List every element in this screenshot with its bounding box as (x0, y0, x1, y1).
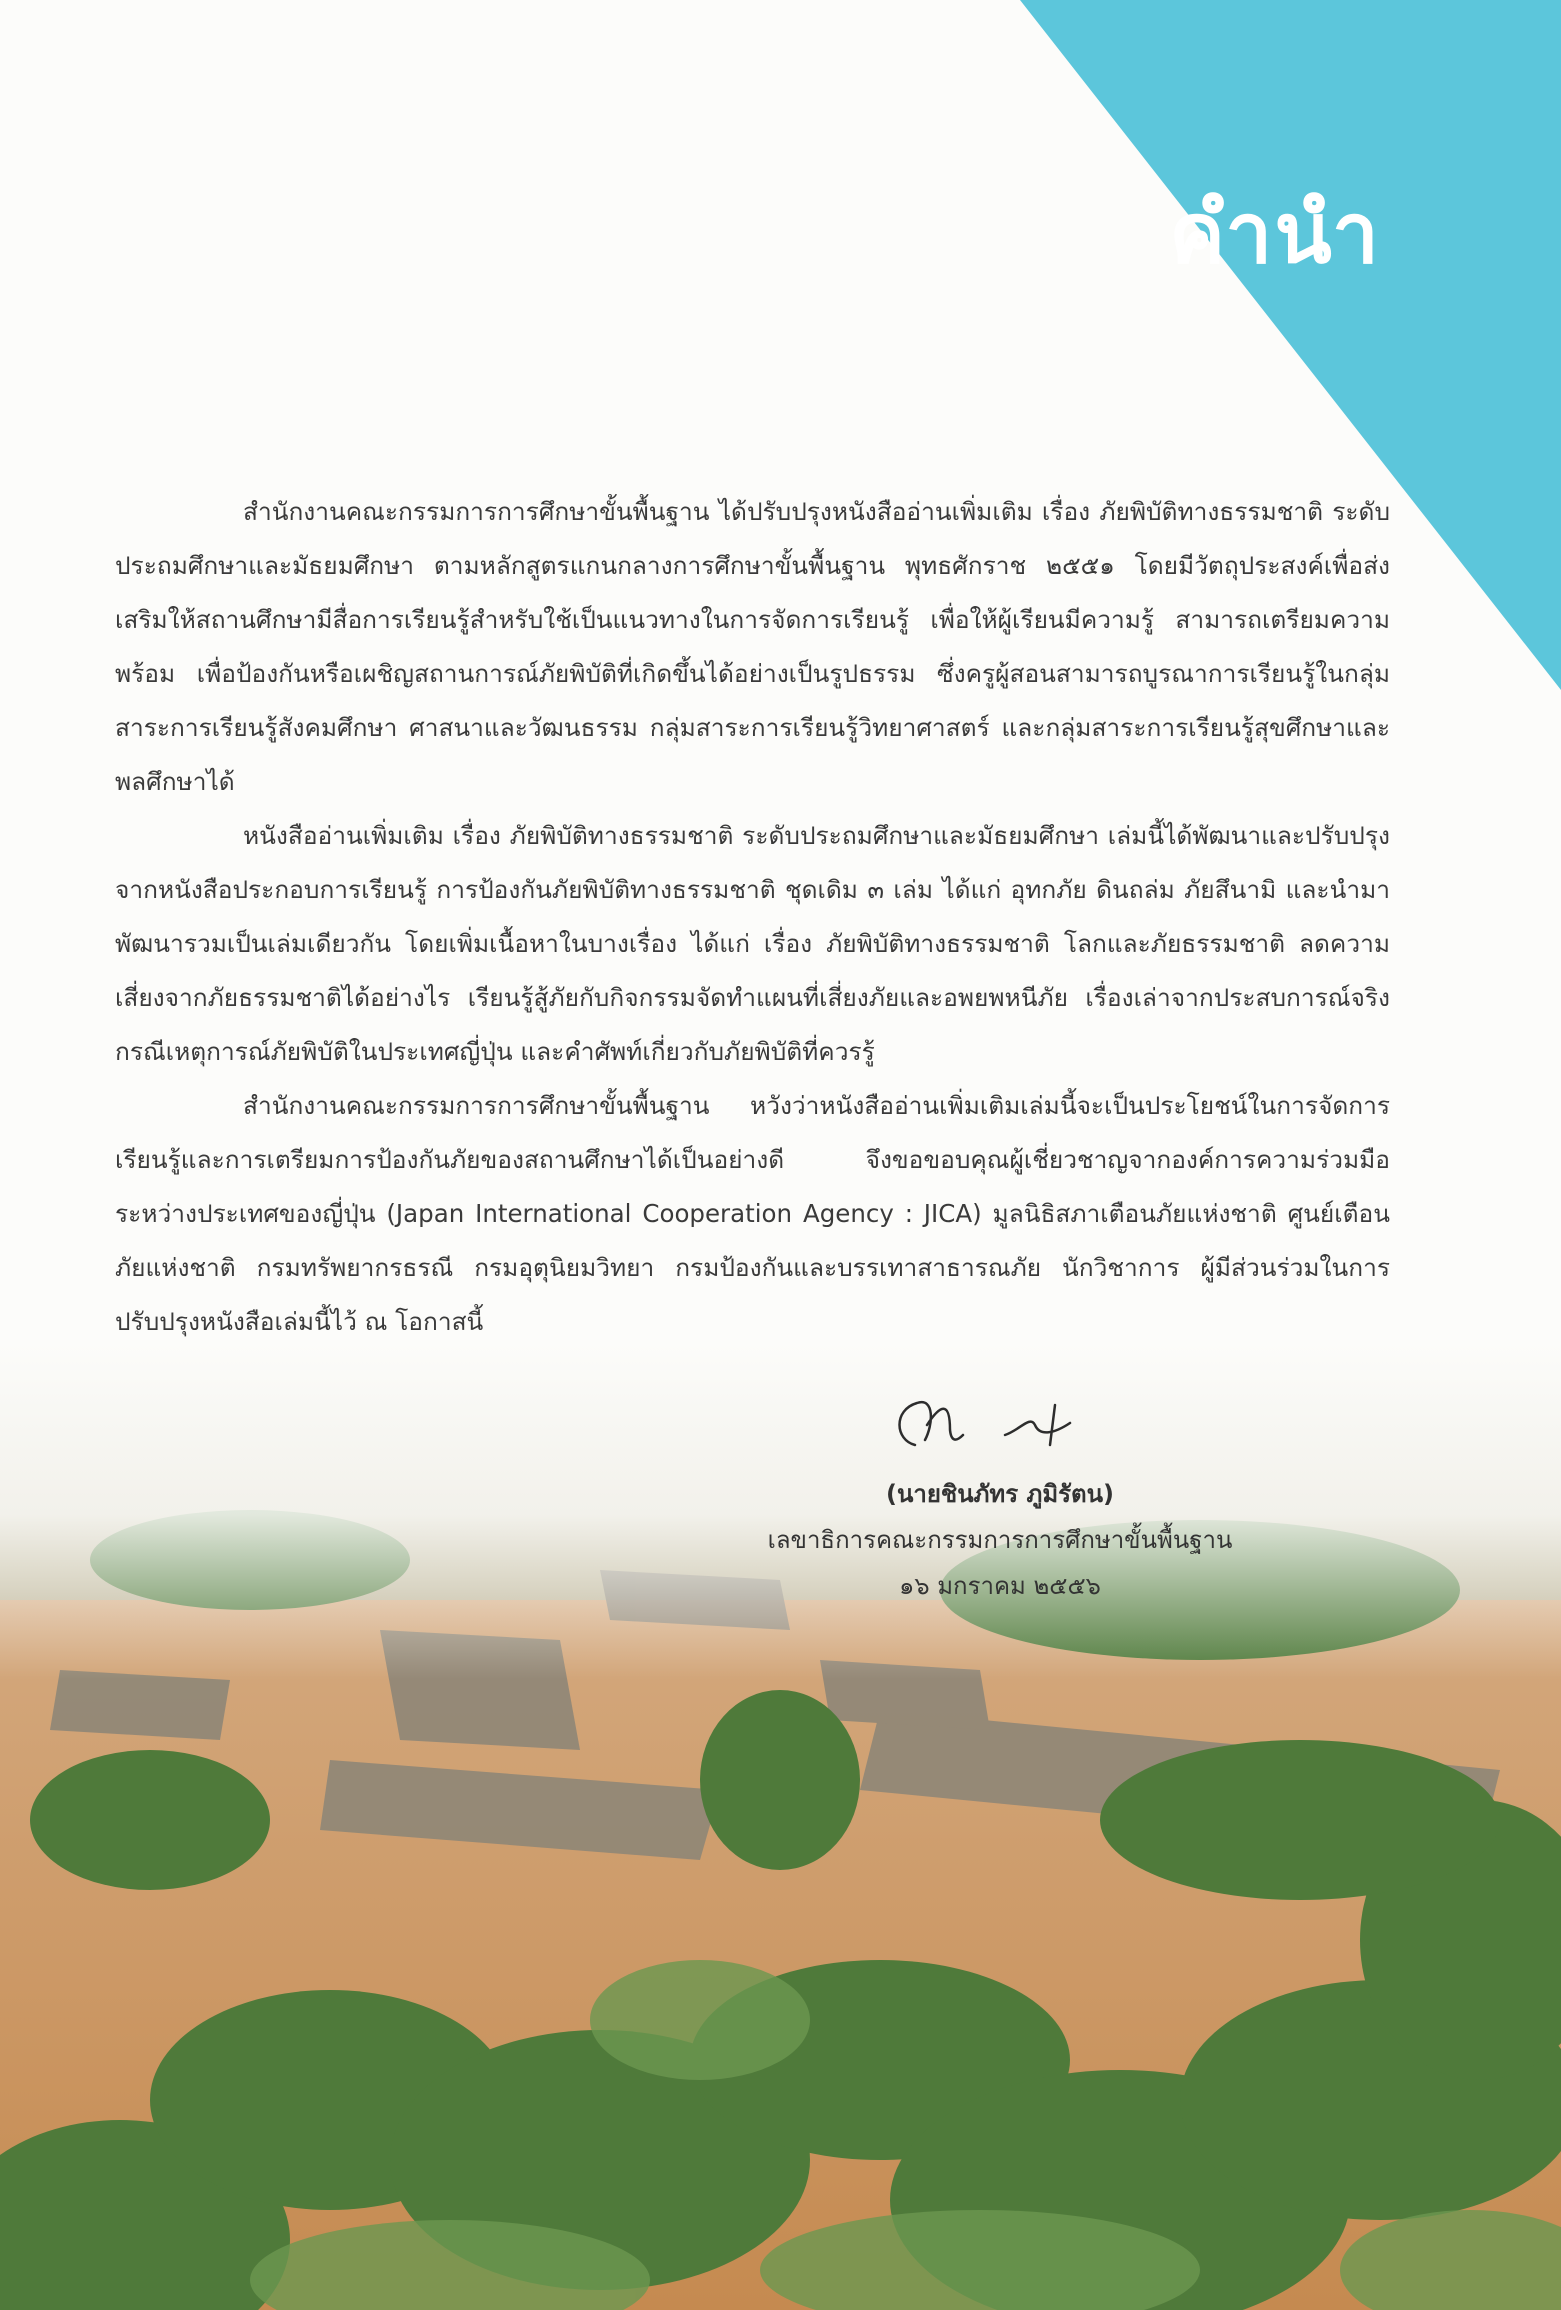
page-title: คำนำ (1169, 184, 1381, 282)
paragraph: สำนักงานคณะกรรมการการศึกษาขั้นพื้นฐาน หวังว่าหนังสืออ่านเพิ่มเติมเล่มนี้จะเป็นประโยชน์ในการจัดการเรียนรู้และการเตรียมการป้องกันภัยของสถานศึกษาได้เป็นอย่างดี จึงขอขอบคุณผู้เชี่ยวชาญจากองค์การความร่วมมือระหว่างประเทศของญี่ปุ่น (Japan International Cooperation Agency : JICA) มูลนิธิสภาเตือนภัยแห่งชาติ ศูนย์เตือนภัยแห่งชาติ กรมทรัพยากรธรณี กรมอุตุนิยมวิทยา กรมป้องกันและบรรเทาสาธารณภัย นักวิชาการ ผู้มีส่วนร่วมในการปรับปรุงหนังสือเล่มนี้ไว้ ณ โอกาสนี้ (115, 1091, 1390, 1336)
handwritten-signature (855, 1385, 1145, 1465)
signature-block (700, 1385, 1300, 1609)
signature-date: ๑๖ มกราคม ๒๕๕๖ (899, 1572, 1101, 1600)
paragraph: หนังสืออ่านเพิ่มเติม เรื่อง ภัยพิบัติทางธรรมชาติ ระดับประถมศึกษาและมัธยมศึกษา เล่มนี้ได้พัฒนาและปรับปรุงจากหนังสือประกอบการเรียนรู้ การป้องกันภัยพิบัติทางธรรมชาติ ชุดเดิม ๓ เล่ม ได้แก่ อุทกภัย ดินถล่ม ภัยสึนามิ และนำมาพัฒนารวมเป็นเล่มเดียวกัน โดยเพิ่มเนื้อหาในบางเรื่อง ได้แก่ เรื่อง ภัยพิบัติทางธรรมชาติ โลกและภัยธรรมชาติ ลดความเสี่ยงจากภัยธรรมชาติได้อย่างไร เรียนรู้สู้ภัยกับกิจกรรมจัดทำแผนที่เสี่ยงภัยและอพยพหนีภัย เรื่องเล่าจากประสบการณ์จริง กรณีเหตุการณ์ภัยพิบัติในประเทศญี่ปุ่น และคำศัพท์เกี่ยวกับภัยพิบัติที่ควรรู้ (115, 821, 1390, 1066)
signatory-position: เลขาธิการคณะกรรมการการศึกษาขั้นพื้นฐาน (767, 1526, 1233, 1554)
preface-body (115, 485, 1390, 1349)
signatory-name: (นายชินภัทร ภูมิรัตน) (886, 1480, 1114, 1508)
paragraph: สำนักงานคณะกรรมการการศึกษาขั้นพื้นฐาน ได้ปรับปรุงหนังสืออ่านเพิ่มเติม เรื่อง ภัยพิบัติทางธรรมชาติ ระดับประถมศึกษาและมัธยมศึกษา ตามหลักสูตรแกนกลางการศึกษาขั้นพื้นฐาน พุทธศักราช ๒๕๕๑ โดยมีวัตถุประสงค์เพื่อส่งเสริมให้สถานศึกษามีสื่อการเรียนรู้สำหรับใช้เป็นแนวทางในการจัดการเรียนรู้ เพื่อให้ผู้เรียนมีความรู้ สามารถเตรียมความพร้อม เพื่อป้องกันหรือเผชิญสถานการณ์ภัยพิบัติที่เกิดขึ้นได้อย่างเป็นรูปธรรม ซึ่งครูผู้สอนสามารถบูรณาการเรียนรู้ในกลุ่มสาระการเรียนรู้สังคมศึกษา ศาสนาและวัฒนธรรม กลุ่มสาระการเรียนรู้วิทยาศาสตร์ และกลุ่มสาระการเรียนรู้สุขศึกษาและพลศึกษาได้ (115, 497, 1390, 796)
